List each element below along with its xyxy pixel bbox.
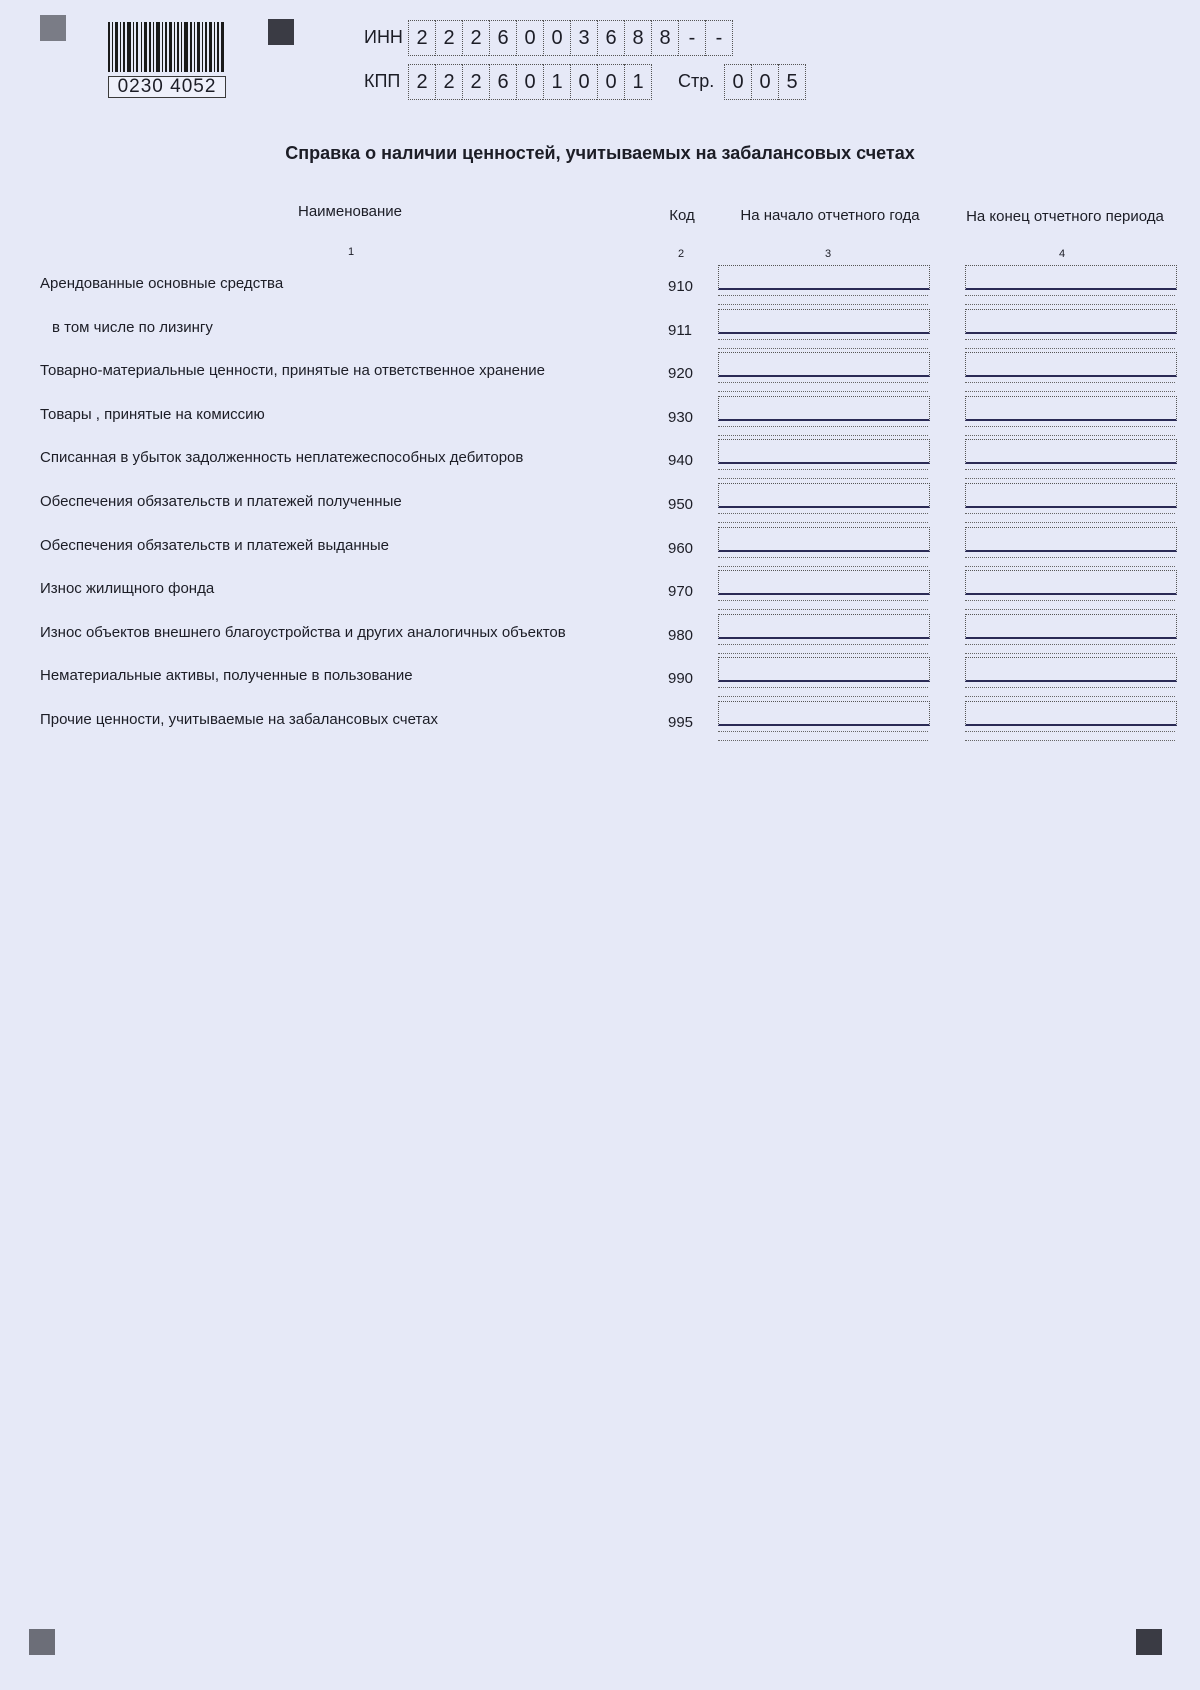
value-start-field[interactable] (718, 265, 930, 290)
value-start-field[interactable] (718, 439, 930, 464)
kpp-cell[interactable]: 2 (435, 64, 462, 100)
row-code: 970 (668, 583, 694, 600)
row-code: 950 (668, 496, 694, 513)
row-name: Товарно-материальные ценности, принятые на ответственное хранение (40, 362, 545, 379)
value-end-field[interactable] (965, 527, 1177, 552)
inn-label: ИНН (364, 27, 403, 47)
dotted-separator (718, 469, 928, 479)
value-start-field[interactable] (718, 657, 930, 682)
corner-marker-top-left (40, 15, 66, 41)
page-cells (724, 64, 806, 100)
page-cell[interactable]: 5 (778, 64, 806, 100)
kpp-cell[interactable]: 2 (408, 64, 435, 100)
dotted-separator (718, 600, 928, 610)
row-name: Обеспечения обязательств и платежей выданные (40, 537, 390, 554)
dotted-separator (965, 600, 1175, 610)
dotted-separator (718, 426, 928, 436)
corner-marker-top (268, 19, 294, 45)
row-code: 910 (668, 278, 694, 295)
inn-cell[interactable]: 8 (651, 20, 678, 56)
value-start-field[interactable] (718, 527, 930, 552)
value-end-field[interactable] (965, 570, 1177, 595)
value-start-field[interactable] (718, 483, 930, 508)
dotted-separator (965, 382, 1175, 392)
value-end-field[interactable] (965, 396, 1177, 421)
dotted-separator (718, 687, 928, 697)
row-code: 995 (668, 714, 694, 731)
inn-cell[interactable]: 0 (516, 20, 543, 56)
col-header-start: На начало отчетного года (740, 207, 920, 224)
dotted-separator (718, 513, 928, 523)
inn-cell[interactable]: 3 (570, 20, 597, 56)
value-start-field[interactable] (718, 309, 930, 334)
dotted-separator (718, 731, 928, 741)
value-start-field[interactable] (718, 570, 930, 595)
value-end-field[interactable] (965, 265, 1177, 290)
kpp-cell[interactable]: 6 (489, 64, 516, 100)
page-cell[interactable]: 0 (724, 64, 751, 100)
row-name: Износ объектов внешнего благоустройства и других аналогичных объектов (40, 624, 566, 641)
inn-cell[interactable]: 2 (408, 20, 435, 56)
kpp-cell[interactable]: 0 (570, 64, 597, 100)
dotted-separator (718, 382, 928, 392)
kpp-cell[interactable]: 0 (516, 64, 543, 100)
col-header-code: Код (669, 207, 695, 224)
dotted-separator (718, 557, 928, 567)
dotted-separator (965, 557, 1175, 567)
kpp-label: КПП (364, 71, 401, 91)
kpp-cells (408, 64, 652, 100)
inn-cell[interactable]: 8 (624, 20, 651, 56)
inn-cell[interactable]: - (705, 20, 733, 56)
value-start-field[interactable] (718, 614, 930, 639)
row-name: Нематериальные активы, полученные в пользование (40, 667, 413, 684)
form-title: Справка о наличии ценностей, учитываемых на забалансовых счетах (285, 143, 915, 163)
dotted-separator (965, 731, 1175, 741)
value-end-field[interactable] (965, 309, 1177, 334)
page-label: Стр. (678, 71, 715, 91)
barcode-number: 0230 4052 (108, 76, 226, 98)
col-header-end: На конец отчетного периода (966, 208, 1164, 225)
row-name: Прочие ценности, учитываемые на забалансовых счетах (40, 711, 438, 728)
inn-cell[interactable]: 6 (489, 20, 516, 56)
row-code: 980 (668, 627, 694, 644)
value-end-field[interactable] (965, 483, 1177, 508)
corner-marker-bottom-right (1136, 1629, 1162, 1655)
row-name: Товары , принятые на комиссию (40, 406, 265, 423)
dotted-separator (718, 295, 928, 305)
dotted-separator (718, 644, 928, 654)
inn-cell[interactable]: 6 (597, 20, 624, 56)
row-code: 940 (668, 452, 694, 469)
inn-cell[interactable]: 0 (543, 20, 570, 56)
dotted-separator (965, 295, 1175, 305)
col-header-name: Наименование (298, 203, 402, 220)
value-start-field[interactable] (718, 701, 930, 726)
col-number-2: 2 (677, 248, 685, 260)
row-name: Обеспечения обязательств и платежей полученные (40, 493, 402, 510)
row-name: Арендованные основные средства (40, 275, 284, 292)
corner-marker-bottom-left (29, 1629, 55, 1655)
col-number-4: 4 (1058, 248, 1066, 260)
row-code: 920 (668, 365, 694, 382)
value-end-field[interactable] (965, 614, 1177, 639)
dotted-separator (718, 339, 928, 349)
value-end-field[interactable] (965, 701, 1177, 726)
kpp-cell[interactable]: 0 (597, 64, 624, 100)
dotted-separator (965, 339, 1175, 349)
col-number-3: 3 (824, 248, 832, 260)
kpp-cell[interactable]: 1 (624, 64, 652, 100)
inn-cell[interactable]: 2 (462, 20, 489, 56)
dotted-separator (965, 426, 1175, 436)
value-end-field[interactable] (965, 439, 1177, 464)
inn-cell[interactable]: 2 (435, 20, 462, 56)
dotted-separator (965, 687, 1175, 697)
dotted-separator (965, 644, 1175, 654)
value-start-field[interactable] (718, 396, 930, 421)
value-end-field[interactable] (965, 352, 1177, 377)
row-code: 930 (668, 409, 694, 426)
dotted-separator (965, 513, 1175, 523)
dotted-separator (965, 469, 1175, 479)
inn-cell[interactable]: - (678, 20, 705, 56)
kpp-cell[interactable]: 2 (462, 64, 489, 100)
row-code: 990 (668, 670, 694, 687)
value-start-field[interactable] (718, 352, 930, 377)
row-code: 911 (668, 322, 692, 339)
row-code: 960 (668, 540, 694, 557)
value-end-field[interactable] (965, 657, 1177, 682)
row-name: Износ жилищного фонда (40, 580, 215, 597)
row-name: в том числе по лизингу (52, 319, 213, 336)
page-cell[interactable]: 0 (751, 64, 778, 100)
col-number-1: 1 (347, 246, 355, 258)
barcode (108, 22, 224, 72)
kpp-cell[interactable]: 1 (543, 64, 570, 100)
row-name: Списанная в убыток задолженность неплатежеспособных дебиторов (40, 449, 524, 466)
inn-cells (408, 20, 733, 56)
